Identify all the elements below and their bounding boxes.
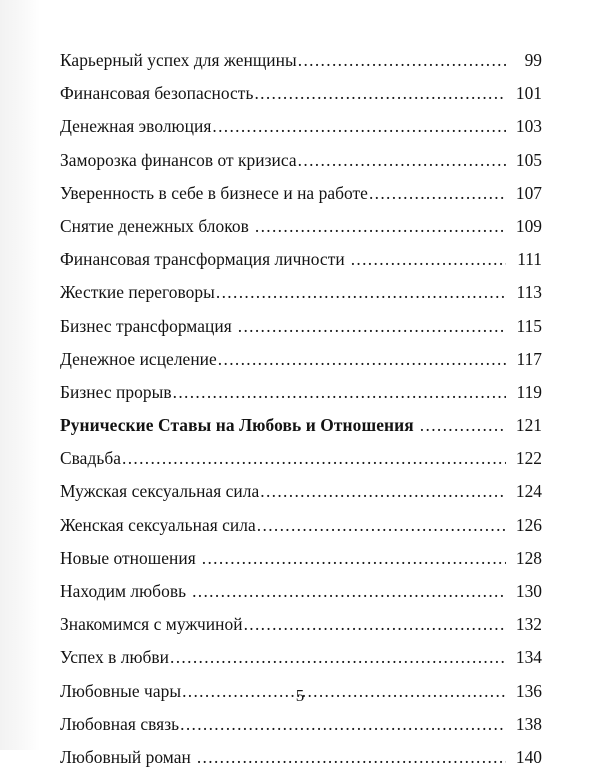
toc-entry[interactable]	[60, 641, 542, 674]
page-number: 5	[295, 686, 305, 705]
toc-entry[interactable]	[60, 475, 542, 508]
toc-list	[60, 44, 542, 774]
toc-dot-leader	[255, 210, 506, 243]
toc-entry[interactable]	[60, 44, 542, 77]
toc-entry-page-number: 128	[515, 547, 542, 568]
toc-dot-leader	[420, 409, 506, 442]
toc-dot-leader	[122, 442, 506, 475]
toc-entry-title: Новые отношения	[60, 547, 196, 568]
toc-entry-page-number: 107	[515, 182, 542, 203]
toc-entry-page-number: 111	[517, 249, 542, 270]
toc-entry[interactable]	[60, 542, 542, 575]
toc-entry-title: Снятие денежных блоков	[60, 215, 249, 236]
toc-entry-title: Денежная эволюция	[60, 116, 212, 137]
toc-dot-leader	[351, 243, 506, 276]
toc-dot-leader	[192, 575, 506, 608]
toc-entry-page-number: 140	[515, 746, 542, 767]
toc-entry-page-number: 99	[524, 50, 542, 70]
toc-entry[interactable]	[60, 177, 542, 210]
toc-entry-page-number: 121	[515, 415, 542, 436]
toc-dot-leader	[244, 608, 506, 641]
toc-entry[interactable]	[60, 144, 542, 177]
toc-dot-leader	[173, 376, 506, 409]
toc-dot-leader	[298, 44, 506, 77]
toc-entry-title: Карьерный успех для женщины	[60, 50, 297, 70]
toc-entry[interactable]	[60, 708, 542, 741]
toc-section-entry[interactable]	[60, 409, 542, 442]
toc-entry[interactable]	[60, 442, 542, 475]
toc-dot-leader	[202, 542, 506, 575]
toc-entry-page-number: 136	[515, 680, 542, 701]
toc-entry[interactable]	[60, 608, 542, 641]
toc-entry[interactable]	[60, 110, 542, 143]
toc-entry-page-number: 113	[516, 282, 542, 303]
toc-entry[interactable]	[60, 210, 542, 243]
toc-entry-page-number: 109	[515, 215, 542, 236]
toc-entry-title: Свадьба	[60, 448, 121, 469]
toc-entry-title: Денежное исцеление	[60, 348, 217, 369]
toc-entry-page-number: 103	[515, 116, 542, 137]
toc-entry-page-number: 126	[515, 514, 542, 535]
toc-entry-page-number: 101	[515, 83, 542, 104]
toc-dot-leader	[212, 110, 506, 143]
toc-entry-title: Любовный роман	[60, 746, 191, 767]
toc-dot-leader	[197, 741, 506, 774]
toc-entry-page-number: 130	[515, 581, 542, 601]
toc-entry[interactable]	[60, 509, 542, 542]
toc-entry-title: Рунические Ставы на Любовь и Отношения	[60, 415, 414, 436]
toc-entry-title: Любовные чары	[60, 680, 182, 701]
toc-entry-title: Знакомимся с мужчиной	[60, 614, 243, 635]
toc-entry-title: Заморозка финансов от кризиса	[60, 149, 297, 170]
toc-dot-leader	[218, 343, 506, 376]
toc-dot-leader	[369, 177, 506, 210]
toc-entry[interactable]	[60, 741, 542, 774]
toc-dot-leader	[216, 276, 506, 309]
toc-entry[interactable]	[60, 575, 542, 608]
toc-entry[interactable]	[60, 276, 542, 309]
toc-entry-page-number: 122	[515, 448, 542, 469]
toc-dot-leader	[180, 708, 506, 741]
toc-entry-title: Уверенность в себе в бизнесе и на работе	[60, 182, 368, 203]
toc-entry-title: Бизнес трансформация	[60, 315, 232, 336]
toc-entry-page-number: 134	[515, 647, 542, 668]
toc-entry-title: Мужская сексуальная сила	[60, 481, 260, 502]
toc-entry[interactable]	[60, 343, 542, 376]
toc-entry[interactable]	[60, 310, 542, 343]
toc-dot-leader	[298, 144, 506, 177]
toc-dot-leader	[260, 475, 506, 508]
toc-entry-page-number: 117	[516, 348, 542, 369]
toc-entry-page-number: 115	[516, 315, 542, 336]
toc-entry-title: Успех в любви	[60, 647, 170, 668]
toc-entry-page-number: 124	[515, 481, 542, 502]
toc-entry-page-number: 105	[515, 149, 542, 170]
toc-dot-leader	[254, 77, 506, 110]
toc-dot-leader	[170, 641, 506, 674]
toc-entry-title: Финансовая трансформация личности	[60, 249, 345, 270]
toc-entry-title: Жесткие переговоры	[60, 282, 215, 303]
toc-dot-leader	[238, 310, 506, 343]
toc-entry-title: Любовная связь	[60, 713, 180, 734]
toc-entry[interactable]	[60, 376, 542, 409]
toc-entry-title: Финансовая безопасность	[60, 83, 254, 104]
toc-entry[interactable]	[60, 77, 542, 110]
toc-entry-page-number: 119	[516, 381, 542, 402]
toc-entry-page-number: 132	[515, 614, 542, 635]
toc-entry-title: Женская сексуальная сила	[60, 514, 256, 535]
toc-dot-leader	[257, 509, 506, 542]
toc-entry-title: Находим любовь	[60, 581, 187, 601]
toc-entry-page-number: 138	[515, 713, 542, 734]
toc-entry-title: Бизнес прорыв	[60, 381, 172, 402]
toc-entry[interactable]	[60, 243, 542, 276]
